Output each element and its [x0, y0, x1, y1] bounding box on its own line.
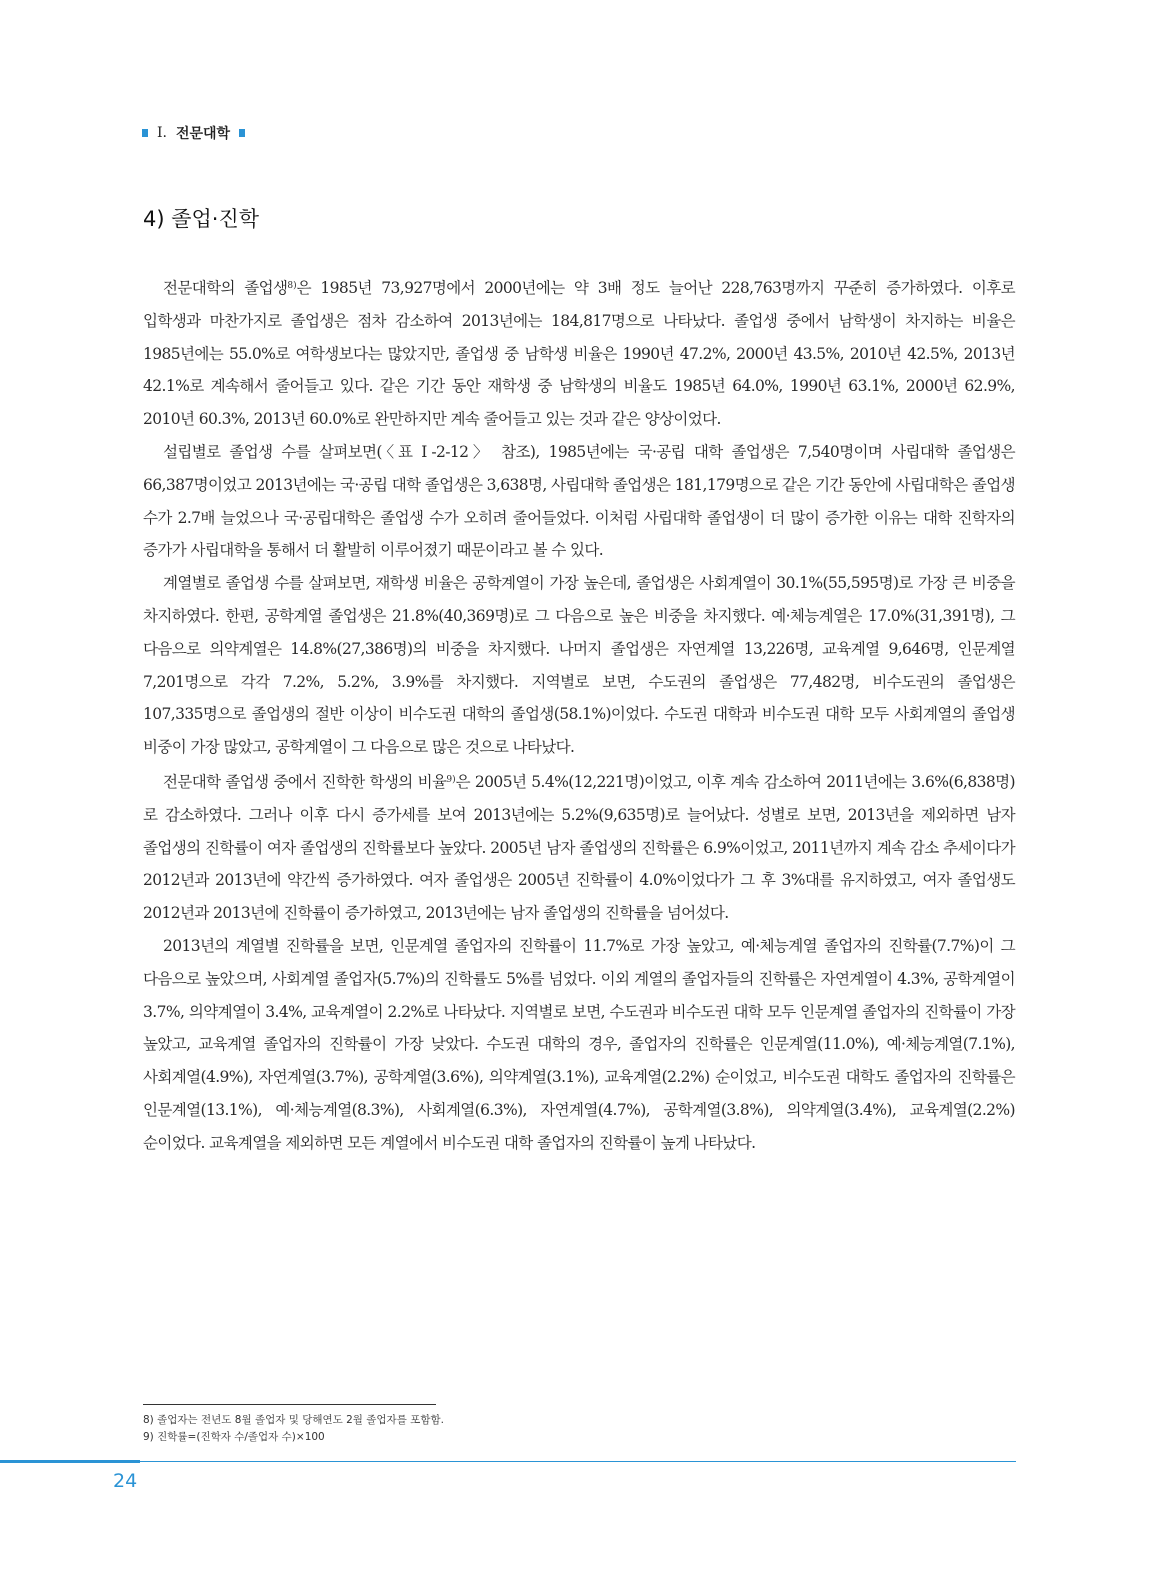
- header-bullet-right: [239, 129, 245, 137]
- paragraph-text: 2013년의 계열별 진학률을 보면, 인문계열 졸업자의 진학률이 11.7%로 가장 높았고, 예·체능계열 졸업자의 진학률(7.7%)이 그 다음으로 높았으며, 사회계열 졸업자(5.7%)의 진학률도 5%를 넘었다. 이외 계열의 졸업자들의 진학률은 자연계열이 4.3%, 공학계열이 3.7%, 의약계열이 3.4%, 교육계열이 2.2%로 나타났다. 지역별로 보면, 수도권과 비수도권 대학 모두 인문계열 졸업자의 진학률이 가장 높았고, 교육계열 졸업자의 진학률이 가장 낮았다. 수도권 대학의 경우, 졸업자의 진학률은 인문계열(11.0%), 예·체능계열(7.1%), 사회계열(4.9%), 자연계열(3.7%), 공학계열(3.6%), 의약계열(3.1%), 교육계열(2.2%) 순이었고, 비수도권 대학도 졸업자의 진학률은 인문계열(13.1%), 예·체능계열(8.3%), 사회계열(6.3%), 자연계열(4.7%), 공학계열(3.8%), 의약계열(3.4%), 교육계열(2.2%) 순이었다. 교육계열을 제외하면 모든 계열에서 비수도권 대학 졸업자의 진학률이 높게 나타났다.: [143, 936, 1015, 1152]
- chapter-title: 전문대학: [175, 126, 231, 142]
- body-text: [143, 270, 1015, 1160]
- footnotes: [143, 1412, 444, 1446]
- footnote-divider: [143, 1404, 436, 1405]
- header-bullet-left: [142, 129, 148, 137]
- footnote-ref: 9): [446, 774, 456, 785]
- paragraph-3: [143, 567, 1015, 764]
- paragraph-1: [143, 270, 1015, 436]
- paragraph-text: 전문대학 졸업생 중에서 진학한 학생의 비율: [163, 772, 447, 791]
- footnote-8: 8) 졸업자는 전년도 8월 졸업자 및 당해연도 2월 졸업자를 포함함.: [143, 1414, 444, 1426]
- paragraph-5: [143, 930, 1015, 1160]
- paragraph-text: 은 2005년 5.4%(12,221명)이었고, 이후 계속 감소하여 2011년에는 3.6%(6,838명)로 감소하였다. 그러나 이후 다시 증가세를 보여 2013년에는 5.2%(9,635명)로 늘어났다. 성별로 보면, 2013년을 제외하면 남자 졸업생의 진학률이 여자 졸업생의 진학률보다 높았다. 2005년 남자 졸업생의 진학률은 6.9%이었고, 2011년까지 계속 감소 추세이다가 2012년과 2013년에 약간씩 증가하였다. 여자 졸업생은 2005년 진학률이 4.0%이었다가 그 후 3%대를 유지하였고, 여자 졸업생도 2012년과 2013년에 진학률이 증가하였고, 2013년에는 남자 졸업생의 진학률을 넘어섰다.: [143, 772, 1015, 923]
- page-bottom-accent-bar: [0, 1460, 140, 1463]
- page-number: 24: [113, 1470, 138, 1492]
- paragraph-text: 계열별로 졸업생 수를 살펴보면, 재학생 비율은 공학계열이 가장 높은데, 졸업생은 사회계열이 30.1%(55,595명)로 가장 큰 비중을 차지하였다. 한편, 공학계열 졸업생은 21.8%(40,369명)로 그 다음으로 높은 비중을 차지했다. 예·체능계열은 17.0%(31,391명), 그 다음으로 의약계열은 14.8%(27,386명)의 비중을 차지했다. 나머지 졸업생은 자연계열 13,226명, 교육계열 9,646명, 인문계열 7,201명으로 각각 7.2%, 5.2%, 3.9%를 차지했다. 지역별로 보면, 수도권의 졸업생은 77,482명, 비수도권의 졸업생은 107,335명으로 졸업생의 절반 이상이 비수도권 대학의 졸업생(58.1%)이었다. 수도권 대학과 비수도권 대학 모두 사회계열의 졸업생 비중이 가장 많았고, 공학계열이 그 다음으로 많은 것으로 나타났다.: [143, 574, 1015, 757]
- footnote-ref: 8): [287, 281, 297, 291]
- paragraph-4: [143, 764, 1015, 930]
- chapter-header: [142, 124, 245, 142]
- paragraph-text: 설립별로 졸업생 수를 살펴보면(〈표 Ⅰ-2-12〉 참조), 1985년에는 국·공립 대학 졸업생은 7,540명이며 사립대학 졸업생은 66,387명이었고 2013년에는 국·공립 대학 졸업생은 3,638명, 사립대학 졸업생은 181,179명으로 같은 기간 동안에 사립대학은 졸업생 수가 2.7배 늘었으나 국·공립대학은 졸업생 수가 오히려 줄어들었다. 이처럼 사립대학 졸업생이 더 많이 증가한 이유는 대학 진학자의 증가가 사립대학을 통해서 더 활발히 이루어졌기 때문이라고 볼 수 있다.: [143, 442, 1015, 560]
- paragraph-text: 전문대학의 졸업생: [163, 279, 288, 297]
- paragraph-2: [143, 436, 1015, 567]
- section-title: 4) 졸업·진학: [143, 207, 260, 231]
- page-bottom-rule: [0, 1461, 1016, 1462]
- chapter-number: I.: [157, 125, 167, 141]
- paragraph-text: 은 1985년 73,927명에서 2000년에는 약 3배 정도 늘어난 228,763명까지 꾸준히 증가하였다. 이후로 입학생과 마찬가지로 졸업생은 점차 감소하여 2013년에는 184,817명으로 나타났다. 졸업생 중에서 남학생이 차지하는 비율은 1985년에는 55.0%로 여학생보다는 많았지만, 졸업생 중 남학생 비율은 1990년 47.2%, 2000년 43.5%, 2010년 42.5%, 2013년 42.1%로 계속해서 줄어들고 있다. 같은 기간 동안 재학생 중 남학생의 비율도 1985년 64.0%, 1990년 63.1%, 2000년 62.9%, 2010년 60.3%, 2013년 60.0%로 완만하지만 계속 줄어들고 있는 것과 같은 양상이었다.: [143, 279, 1016, 429]
- footnote-9: 9) 진학률=(진학자 수/졸업자 수)×100: [143, 1431, 325, 1443]
